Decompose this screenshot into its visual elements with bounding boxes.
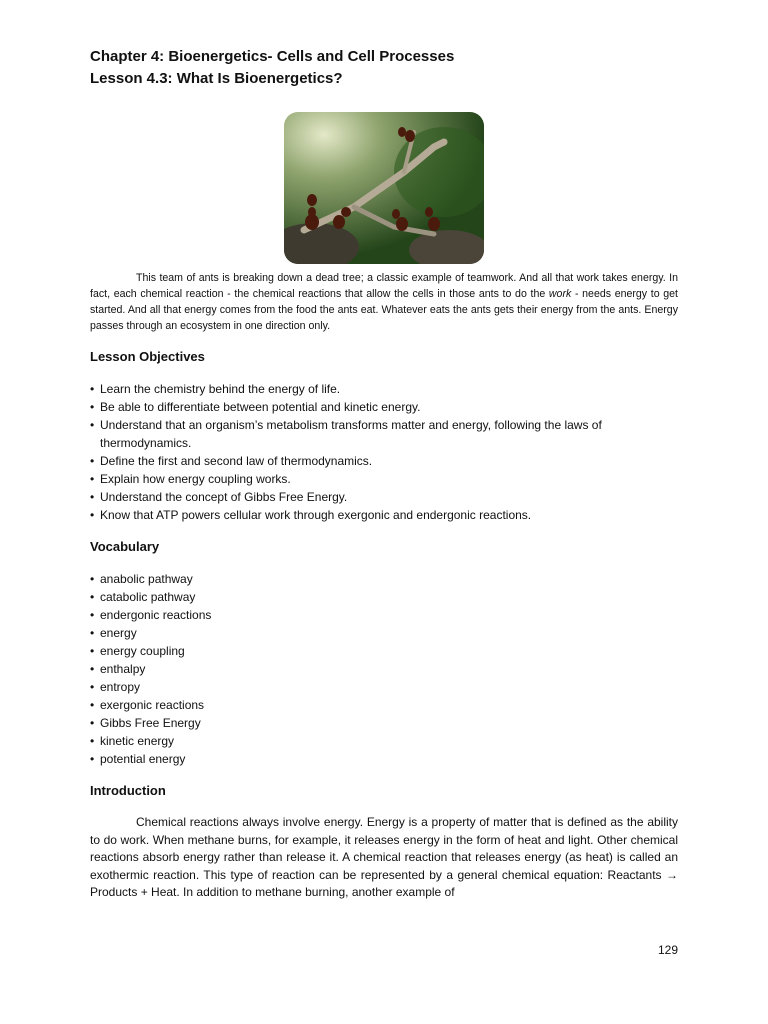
bullet-icon: •: [90, 572, 95, 586]
bullet-icon: •: [90, 418, 95, 432]
objective-item: • Understand that an organism’s metabolism transforms matter and energy, following the laws of thermodynamics.: [90, 418, 602, 450]
vocabulary-item: • catabolic pathway: [90, 590, 196, 604]
chapter-title: Chapter 4: Bioenergetics- Cells and Cell Processes: [90, 48, 455, 65]
bullet-icon: •: [90, 454, 95, 468]
caption-text-2: - needs energy to get started. And all that energy comes from the food the ants eat. Whatever eats the ants gets their energy from the ants. Energy passes through an ecosystem in one direction only.: [90, 288, 678, 332]
caption-italic-word: work: [548, 288, 572, 300]
ants-figure: [90, 112, 678, 264]
bullet-icon: •: [90, 590, 95, 604]
bullet-icon: •: [90, 472, 95, 486]
page-number: 129: [657, 943, 678, 957]
bullet-icon: •: [90, 662, 95, 676]
objective-item: • Understand the concept of Gibbs Free Energy.: [90, 490, 348, 504]
objectives-list: [90, 380, 678, 524]
vocabulary-item: • exergonic reactions: [90, 698, 205, 712]
figure-caption: [90, 270, 678, 334]
objective-item: • Know that ATP powers cellular work through exergonic and endergonic reactions.: [90, 508, 532, 522]
bullet-icon: •: [90, 734, 95, 748]
vocabulary-item: • energy coupling: [90, 644, 185, 658]
document-page: [90, 46, 678, 914]
bullet-icon: •: [90, 698, 95, 712]
objective-item: • Define the first and second law of thermodynamics.: [90, 454, 373, 468]
bullet-icon: •: [90, 608, 95, 622]
vocabulary-item: • endergonic reactions: [90, 608, 212, 622]
bullet-icon: •: [90, 490, 95, 504]
bullet-icon: •: [90, 752, 95, 766]
ants-photo: [284, 112, 484, 264]
vocabulary-item: • Gibbs Free Energy: [90, 716, 201, 730]
bullet-icon: •: [90, 680, 95, 694]
bullet-icon: •: [90, 400, 95, 414]
vocabulary-item: • anabolic pathway: [90, 572, 193, 586]
objective-item: • Learn the chemistry behind the energy of life.: [90, 382, 341, 396]
vocabulary-item: • kinetic energy: [90, 734, 175, 748]
introduction-paragraph: [90, 814, 678, 902]
lesson-title: Lesson 4.3: What Is Bioenergetics?: [90, 70, 343, 87]
introduction-heading: Introduction: [90, 783, 166, 798]
vocabulary-item: • enthalpy: [90, 662, 146, 676]
bullet-icon: •: [90, 626, 95, 640]
bullet-icon: •: [90, 508, 95, 522]
objective-item: • Explain how energy coupling works.: [90, 472, 291, 486]
objectives-heading: Lesson Objectives: [90, 349, 205, 364]
bullet-icon: •: [90, 644, 95, 658]
objective-item: • Be able to differentiate between potential and kinetic energy.: [90, 400, 421, 414]
vocabulary-item: • energy: [90, 626, 137, 640]
vocabulary-item: • potential energy: [90, 752, 186, 766]
caption-text-1: This team of ants is breaking down a dead tree; a classic example of teamwork. And all that work takes energy. In fact, each chemical reaction - the chemical reactions that allow the cells in those ants to do the: [90, 272, 678, 300]
bullet-icon: •: [90, 382, 95, 396]
bullet-icon: •: [90, 716, 95, 730]
vocabulary-list: [90, 570, 678, 768]
vocabulary-heading: Vocabulary: [90, 539, 160, 554]
vocabulary-item: • entropy: [90, 680, 141, 694]
introduction-text: Chemical reactions always involve energy. Energy is a property of matter that is defined as the ability to do work. When methane burns, for example, it releases energy in the form of heat and light. Other chemical reactions absorb energy rather than release it. A chemical reaction that releases energy (as heat) is called an exothermic reaction. This type of reaction can be represented by a general chemical equation: Reactants → Products + Heat. In addition to methane burning, another example of: [90, 815, 678, 899]
